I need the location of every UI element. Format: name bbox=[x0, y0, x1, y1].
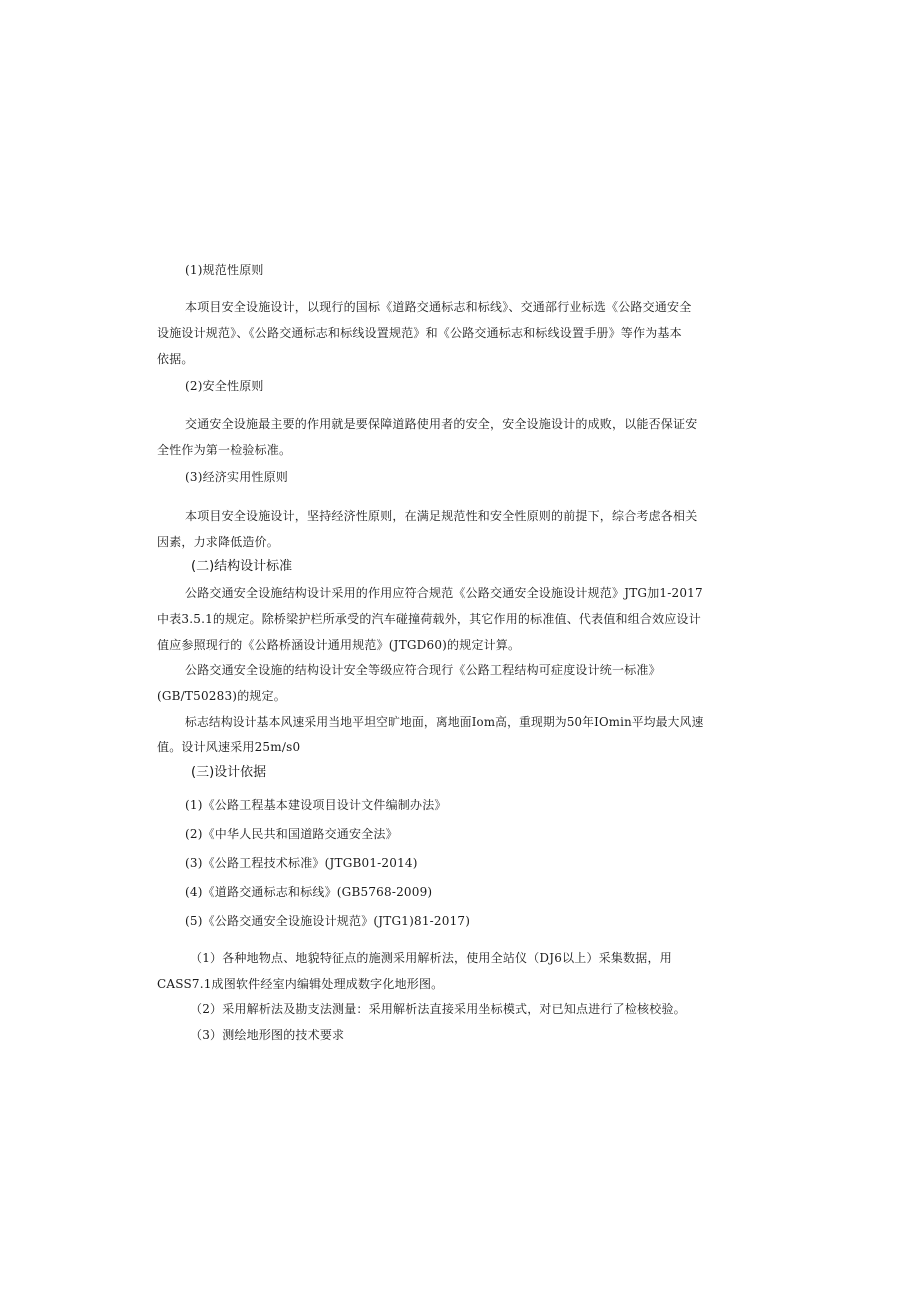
basis-item-5: (5)《公路交通安全设施设计规范》(JTG1)81-2017) bbox=[185, 914, 471, 928]
structure-line-7: 值。设计风速采用25m∕s0 bbox=[157, 740, 301, 754]
basis-item-3: (3)《公路工程技术标准》(JTGB01-2014) bbox=[185, 856, 418, 870]
principle1-line-1: 本项目安全设施设计，以现行的国标《道路交通标志和标线》、交通部行业标选《公路交通安全 bbox=[185, 300, 692, 314]
basis-heading: (三)设计依据 bbox=[191, 765, 267, 780]
structure-line-2: 中表3.5.1的规定。除桥梁护栏所承受的汽车碰撞荷载外，其它作用的标准值、代表值和组合效应设计 bbox=[157, 612, 701, 626]
structure-line-6: 标志结构设计基本风速采用当地平坦空旷地面，离地面Iom高，重现期为50年IOmin平均最大风速 bbox=[185, 715, 704, 729]
principle2-line-1: 交通安全设施最主要的作用就是要保障道路使用者的安全，安全设施设计的成败，以能否保证安 bbox=[185, 417, 698, 431]
survey-line-4: （3）测绘地形图的技术要求 bbox=[190, 1028, 345, 1042]
principle2-line-2: 全性作为第一检验标准。 bbox=[157, 443, 292, 457]
basis-item-2: (2)《中华人民共和国道路交通安全法》 bbox=[185, 827, 398, 841]
basis-item-1: (1)《公路工程基本建设项目设计文件编制办法》 bbox=[185, 798, 447, 812]
principle1-line-2: 设施设计规范》、《公路交通标志和标线设置规范》和《公路交通标志和标线设置手册》等作为基本 bbox=[157, 326, 682, 340]
structure-line-4: 公路交通安全设施的结构设计安全等级应符合现行《公路工程结构可症度设计统一标准》 bbox=[185, 663, 661, 677]
survey-line-1: （1）各种地物点、地貌特征点的施测采用解析法，使用全站仪（DJ6以上）采集数据，用 bbox=[190, 951, 672, 965]
principle3-title: (3)经济实用性原则 bbox=[185, 470, 288, 484]
principle3-line-2: 因素，力求降低造价。 bbox=[157, 535, 280, 549]
structure-line-3: 值应参照现行的《公路桥涵设计通用规范》(JTGD60)的规定计算。 bbox=[157, 638, 521, 652]
survey-line-3: （2）采用解析法及勘支法测量：采用解析法直接采用坐标模式，对已知点进行了检核校验。 bbox=[190, 1002, 686, 1016]
principle2-title: (2)安全性原则 bbox=[185, 379, 264, 393]
structure-line-1: 公路交通安全设施结构设计采用的作用应符合规范《公路交通安全设施设计规范》JTG加1-2017 bbox=[185, 586, 703, 600]
principle1-title: (1)规范性原则 bbox=[185, 263, 264, 277]
structure-line-5: (GB/T50283)的规定。 bbox=[157, 689, 286, 703]
basis-item-4: (4)《道路交通标志和标线》(GB5768-2009) bbox=[185, 885, 433, 899]
structure-heading: (二)结构设计标准 bbox=[191, 559, 293, 574]
principle1-line-3: 依据。 bbox=[157, 352, 194, 366]
survey-line-2: CASS7.1成图软件经室内编辑处理成数字化地形图。 bbox=[157, 977, 444, 991]
principle3-line-1: 本项目安全设施设计，坚持经济性原则，在满足规范性和安全性原则的前提下，综合考虑各相关 bbox=[185, 509, 698, 523]
